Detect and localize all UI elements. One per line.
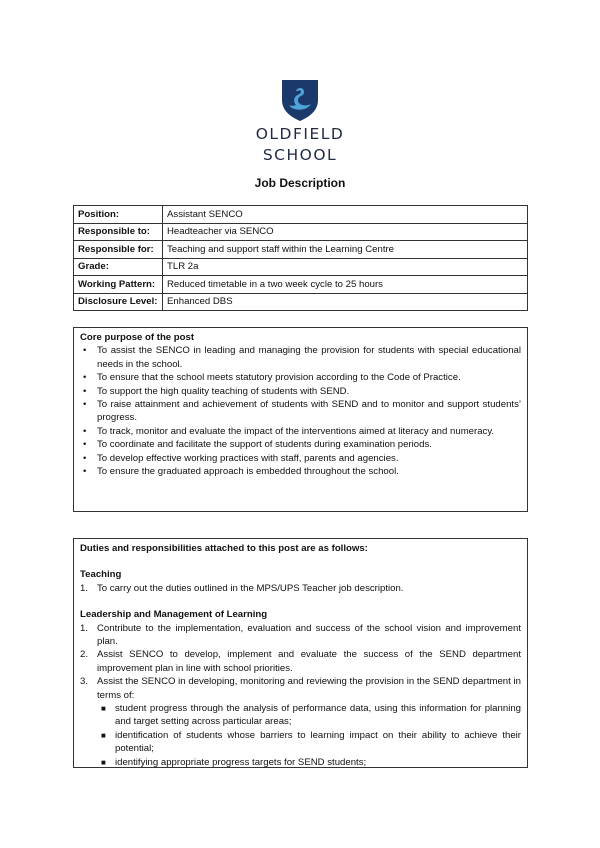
working-pattern-label: Working Pattern:: [74, 276, 163, 294]
leadership-heading: Leadership and Management of Learning: [80, 609, 268, 621]
document-title: Job Description: [254, 176, 346, 190]
list-item: • To ensure that the school meets statutory provision according to the Code of Practice.: [83, 372, 461, 384]
list-item: • To raise attainment and achievement of students with SEND and to monitor and support students’ progress.: [83, 399, 521, 424]
bullet-icon: •: [83, 345, 87, 357]
table-row: [74, 258, 528, 276]
bullet-icon: •: [83, 439, 87, 451]
core-purpose-heading: Core purpose of the post: [80, 332, 195, 343]
position-label: Position:: [74, 206, 163, 224]
core-purpose-list: [80, 344, 521, 478]
working-pattern-value: Reduced timetable in a two week cycle to 25 hours: [163, 276, 528, 294]
duties-heading: Duties and responsibilities attached to this post are as follows:: [80, 543, 368, 554]
square-bullet-icon: ■: [101, 757, 106, 767]
school-logo: [0, 78, 600, 164]
bullet-icon: •: [83, 425, 87, 437]
table-row: [74, 241, 528, 259]
square-bullet-icon: ■: [101, 704, 106, 714]
swan-crest-icon: [280, 78, 320, 122]
table-row: [74, 206, 528, 224]
responsible-to-label: Responsible to:: [74, 223, 163, 241]
list-item: • To coordinate and facilitate the support of students during examination periods.: [83, 439, 432, 451]
position-value: Assistant SENCO: [163, 206, 528, 224]
list-item: ■ identification of students whose barriers to learning impact on their ability to achieve their potential;: [101, 729, 521, 755]
table-row: [74, 223, 528, 241]
responsible-for-value: Teaching and support staff within the Learning Centre: [163, 241, 528, 259]
list-item: 2. Assist SENCO to develop, implement and evaluate the success of the SEND department improvement plan in line with school priorities.: [80, 649, 521, 674]
list-item: ■ identifying appropriate progress targets for SEND students;: [101, 756, 367, 768]
responsible-for-label: Responsible for:: [74, 241, 163, 259]
list-item: • To support the high quality teaching of students with SEND.: [83, 385, 350, 397]
bullet-icon: •: [83, 372, 87, 384]
disclosure-level-label: Disclosure Level:: [74, 293, 163, 311]
provision-sublist: [97, 702, 521, 769]
bullet-icon: •: [83, 399, 87, 411]
bullet-icon: •: [83, 452, 87, 464]
list-item: 3. Assist the SENCO in developing, monitoring and reviewing the provision in the SEND department in terms of: ■ student progress through the analysis of performance data, using this information for planning and target setting across particular areas; ■ identification of students whose barriers to learning impact on their ability to achieve their potential; ■ identifying appropriate progress targets for SEND students;: [80, 676, 521, 768]
square-bullet-icon: ■: [101, 730, 106, 740]
bullet-icon: •: [83, 466, 87, 478]
teaching-heading: Teaching: [80, 569, 122, 581]
list-item: • To develop effective working practices with staff, parents and agencies.: [83, 452, 399, 464]
responsible-to-value: Headteacher via SENCO: [163, 223, 528, 241]
list-item: ■ student progress through the analysis of performance data, using this information for planning and target setting across particular areas;: [101, 703, 521, 728]
grade-value: TLR 2a: [163, 258, 528, 276]
list-item: 1. To carry out the duties outlined in the MPS/UPS Teacher job description.: [80, 582, 404, 594]
leadership-list: [80, 622, 521, 769]
table-row: [74, 276, 528, 294]
list-item: • To assist the SENCO in leading and managing the provision for students with special educational needs in the school.: [83, 345, 521, 370]
details-table: [73, 205, 528, 311]
list-item: • To track, monitor and evaluate the impact of the interventions aimed at literacy and numeracy.: [83, 425, 495, 437]
school-name-line2: SCHOOL: [262, 146, 338, 164]
duties-section: [73, 538, 528, 768]
list-item: • To ensure the graduated approach is embedded throughout the school.: [83, 466, 399, 478]
disclosure-level-value: Enhanced DBS: [163, 293, 528, 311]
teaching-list: [80, 582, 521, 595]
school-name-line1: OLDFIELD: [255, 125, 345, 143]
core-purpose-section: [73, 327, 528, 512]
grade-label: Grade:: [74, 258, 163, 276]
list-item: 1. Contribute to the implementation, evaluation and success of the school vision and improvement plan.: [80, 622, 521, 648]
bullet-icon: •: [83, 385, 87, 397]
table-row: [74, 293, 528, 311]
